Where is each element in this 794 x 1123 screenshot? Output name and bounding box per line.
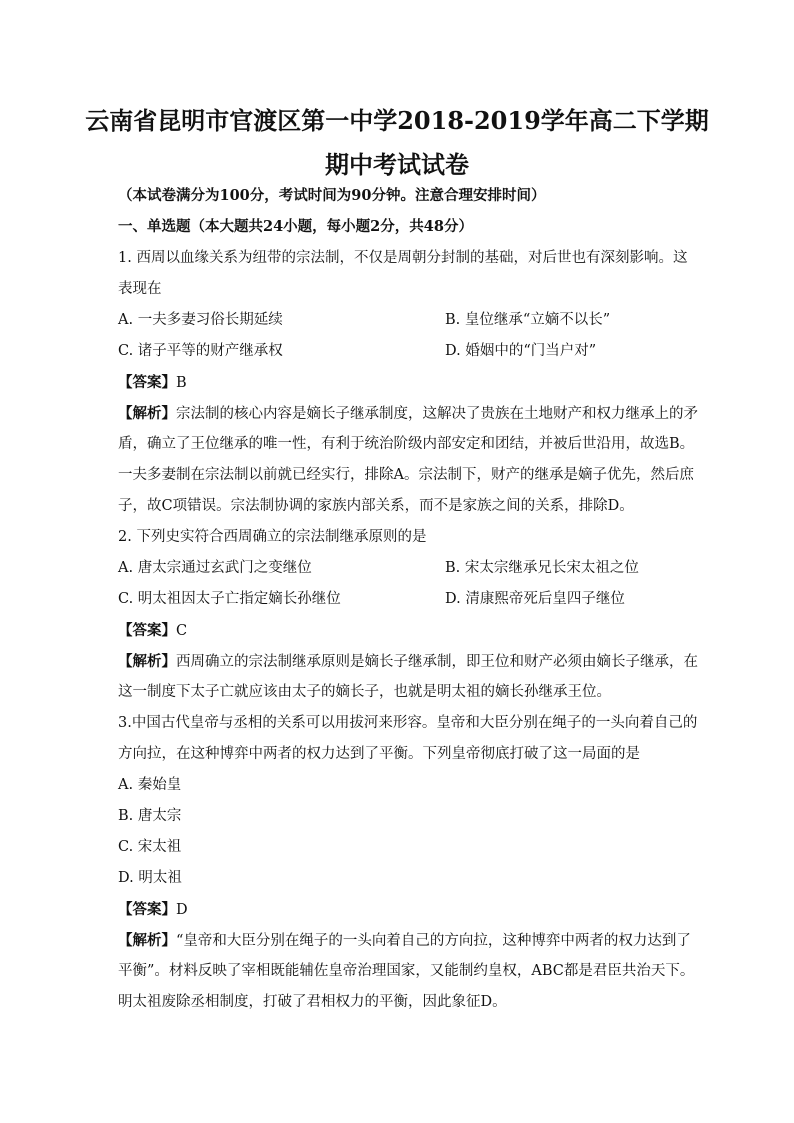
question-1: [118, 243, 698, 522]
analysis-line: [118, 646, 698, 677]
option-c: C. 诸子平等的财产继承权: [118, 343, 283, 359]
question-2: [118, 522, 698, 708]
analysis-line: 这一制度下太子亡就应该由太子的嫡长子，也就是明太祖的嫡长孙继承王位。: [118, 684, 611, 700]
option-row: [118, 336, 680, 367]
question-3: [118, 708, 698, 1018]
analysis-line: 一夫多妻制在宗法制以前就已经实行，排除A。宗法制下，财产的继承是嫡子优先，然后庶: [118, 467, 694, 483]
analysis-tag: 【解析】: [118, 653, 176, 670]
option-a: A. 唐太宗通过玄武门之变继位: [118, 560, 312, 576]
answer-line: [118, 615, 680, 646]
option-b: B. 唐太宗: [118, 808, 182, 824]
question-stem-line: 表现在: [118, 281, 162, 297]
option-d: D. 清康熙帝死后皇四子继位: [445, 591, 625, 607]
option-d: D. 婚姻中的“门当户对”: [445, 343, 597, 359]
exam-note: （本试卷满分为100分，考试时间为90分钟。注意合理安排时间）: [118, 187, 546, 204]
question-stem-line: 2. 下列史实符合西周确立的宗法制继承原则的是: [118, 529, 427, 545]
analysis-text: 宗法制的核心内容是嫡长子继承制度，这解决了贵族在土地财产和权力继承上的矛: [176, 406, 698, 422]
question-stem-line: 1. 西周以血缘关系为纽带的宗法制，不仅是周朝分封制的基础，对后世也有深刻影响。这: [118, 250, 688, 266]
analysis-line: 子，故C项错误。宗法制协调的家族内部关系，而不是家族之间的关系，排除D。: [118, 498, 634, 514]
answer-value: C: [176, 623, 188, 639]
analysis-tag: 【解析】: [118, 405, 176, 422]
option-c: C. 明太祖因太子亡指定嫡长孙继位: [118, 591, 341, 607]
analysis-tag: 【解析】: [118, 932, 176, 949]
option-a: A. 秦始皇: [118, 777, 182, 793]
option-c: C. 宋太祖: [118, 839, 182, 855]
question-stem-line: 3.中国古代皇帝与丞相的关系可以用拔河来形容。皇帝和大臣分别在绳子的一头向着自己的: [118, 715, 698, 731]
option-row: [118, 305, 680, 336]
analysis-line: [118, 925, 691, 956]
question-stem-line: 方向拉，在这种博弈中两者的权力达到了平衡。下列皇帝彻底打破了这一局面的是: [118, 746, 640, 762]
analysis-text: “皇帝和大臣分别在绳子的一头向着自己的方向拉，这种博弈中两者的权力达到了: [176, 933, 691, 949]
option-row: [118, 584, 680, 615]
option-a: A. 一夫多妻习俗长期延续: [118, 312, 283, 328]
answer-value: B: [176, 375, 187, 391]
answer-tag: 【答案】: [118, 901, 176, 918]
exam-title-line-2: 期中考试试卷: [325, 150, 469, 179]
analysis-line: 盾，确立了王位继承的唯一性，有利于统治阶级内部安定和团结，并被后世沿用，故选B。: [118, 436, 695, 452]
analysis-line: [118, 398, 698, 429]
answer-line: [118, 894, 680, 925]
questions-body: [118, 243, 698, 1018]
exam-title-line-1: 云南省昆明市官渡区第一中学2018-2019学年高二下学期: [85, 106, 709, 135]
answer-line: [118, 367, 680, 398]
answer-value: D: [176, 902, 188, 918]
analysis-text: 西周确立的宗法制继承原则是嫡长子继承制，即王位和财产必须由嫡长子继承，在: [176, 654, 698, 670]
answer-tag: 【答案】: [118, 622, 176, 639]
option-b: B. 宋太宗继承兄长宋太祖之位: [445, 560, 639, 576]
option-row: [118, 553, 680, 584]
option-d: D. 明太祖: [118, 870, 182, 886]
analysis-line: 平衡”。材料反映了宰相既能辅佐皇帝治理国家，又能制约皇权，ABC都是君臣共治天下。: [118, 963, 695, 979]
analysis-line: 明太祖废除丞相制度，打破了君相权力的平衡，因此象征D。: [118, 994, 507, 1010]
answer-tag: 【答案】: [118, 374, 176, 391]
option-b: B. 皇位继承“立嫡不以长”: [445, 312, 611, 328]
section-heading: 一、单选题（本大题共24小题，每小题2分，共48分）: [118, 218, 473, 235]
